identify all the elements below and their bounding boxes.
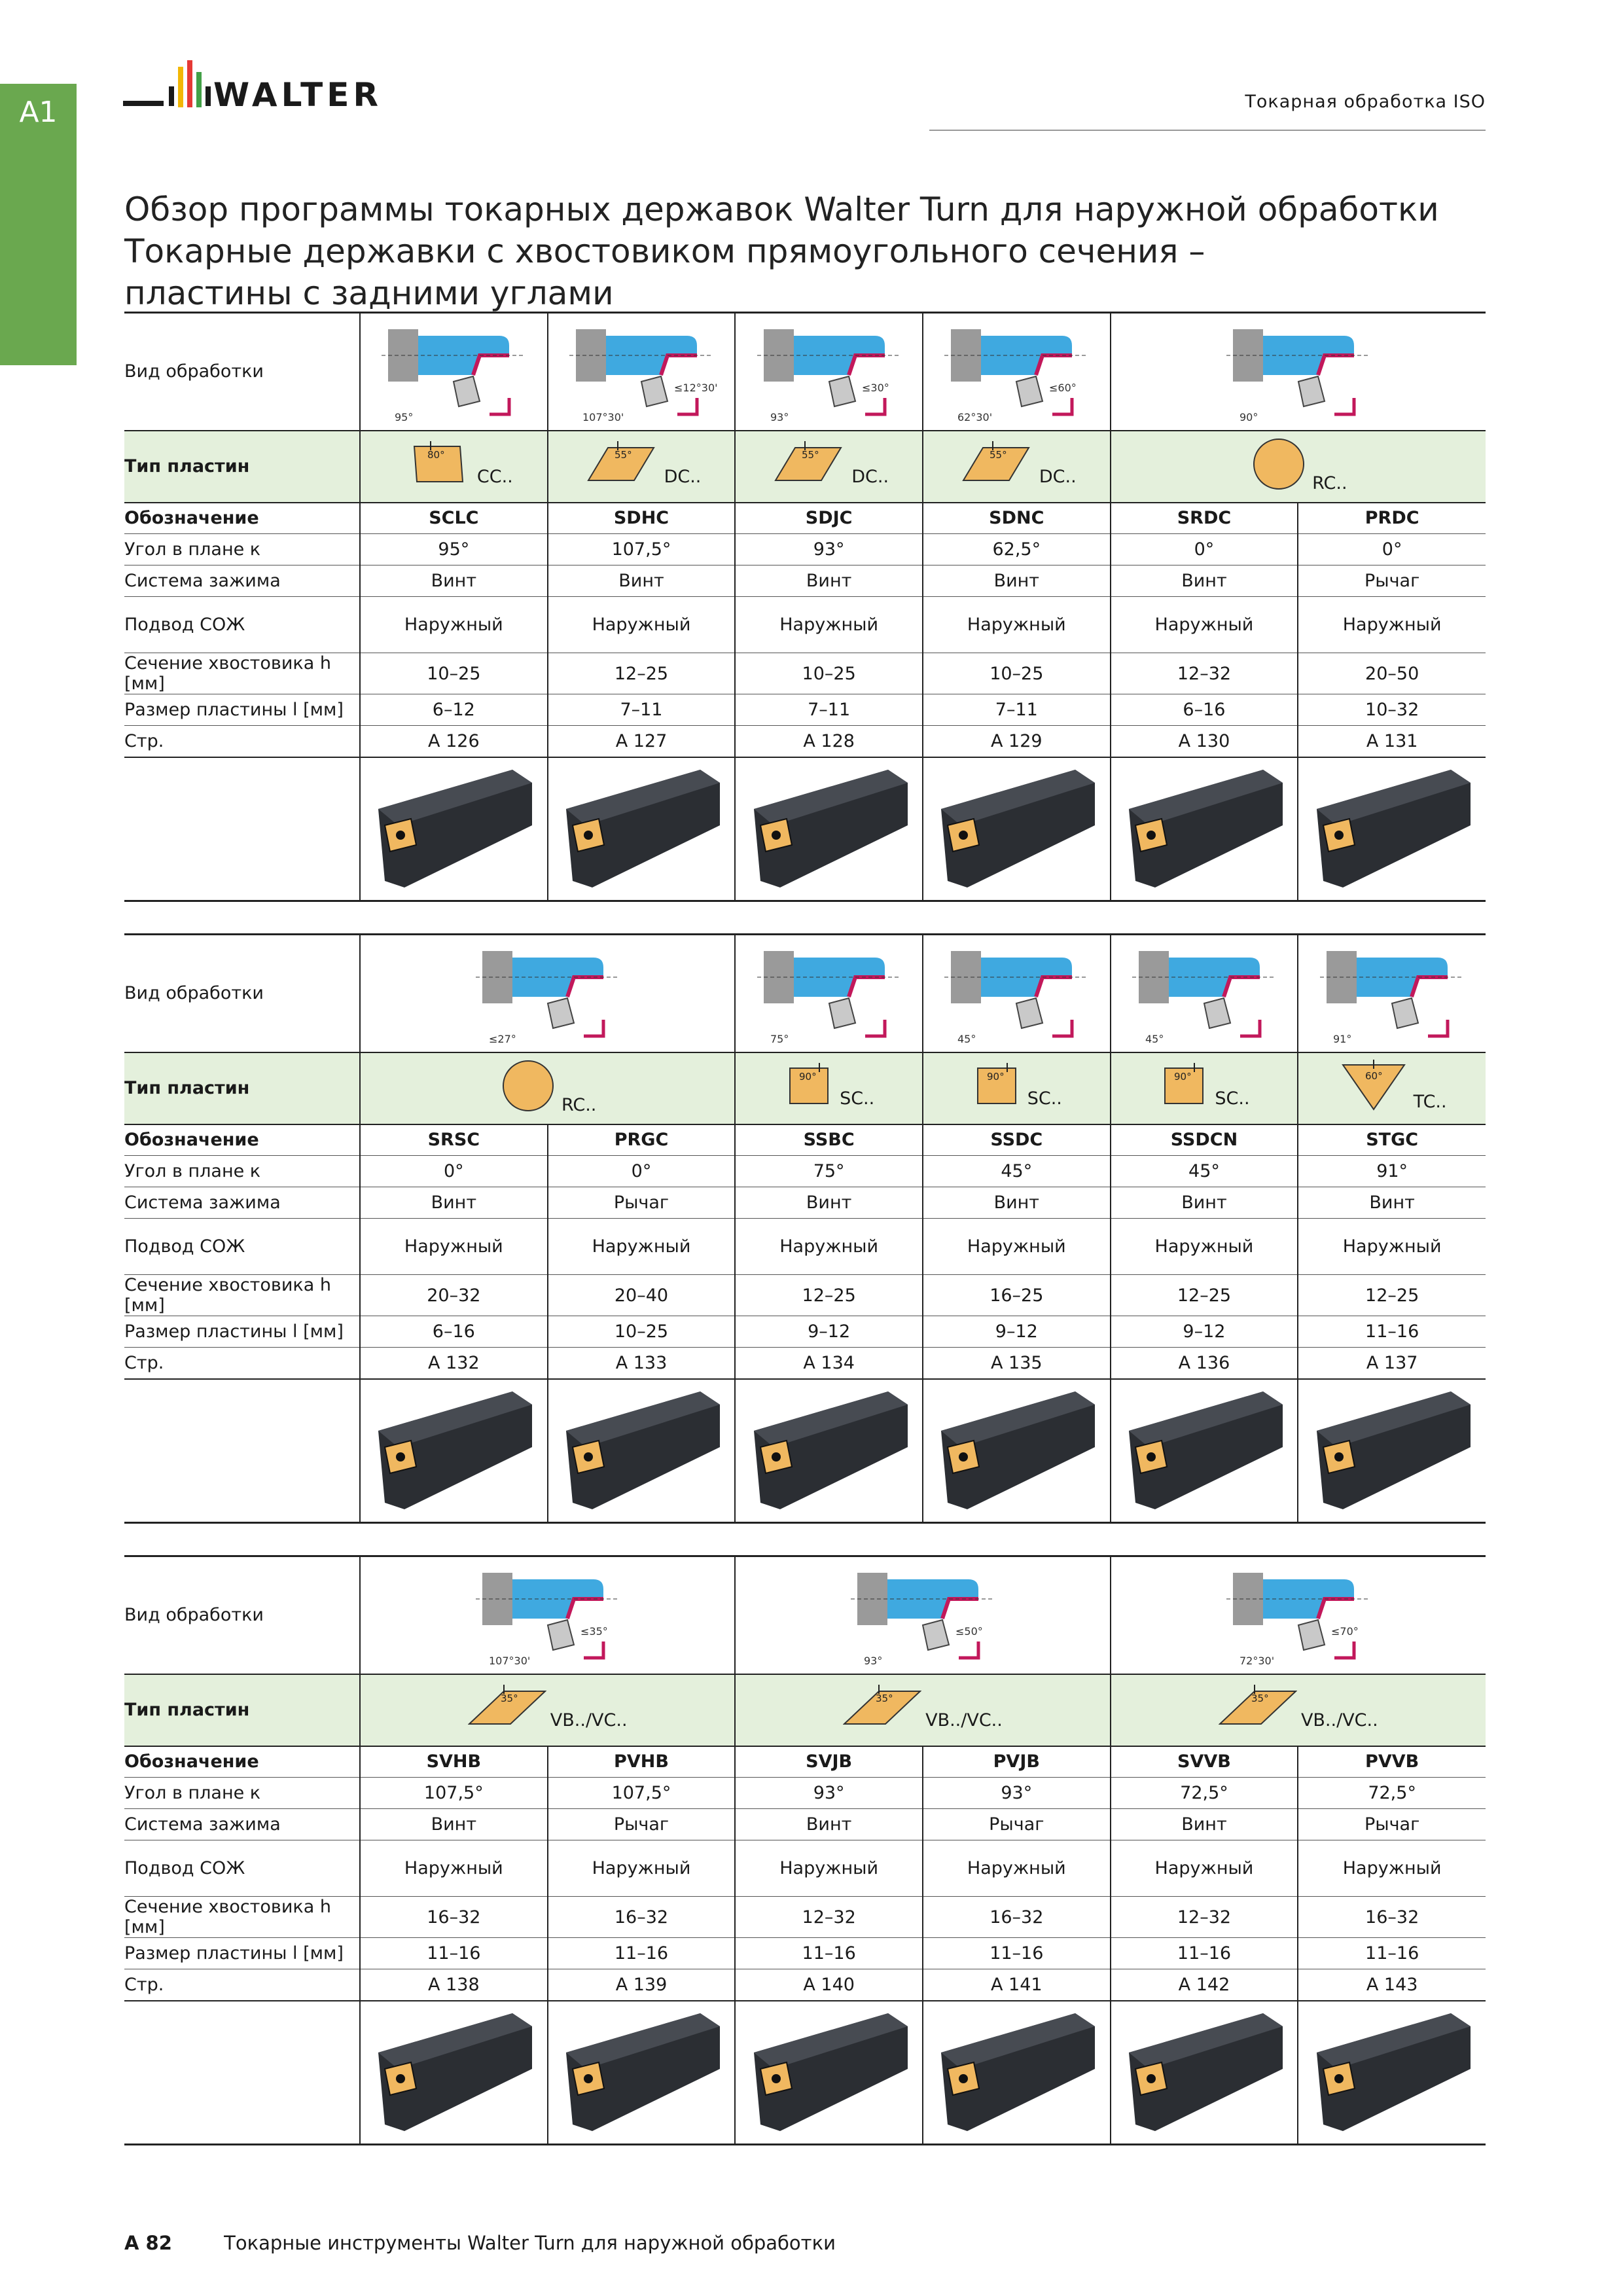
insert-shape-icon: [468, 1685, 628, 1731]
insert-size-cell: 7–11: [548, 694, 736, 726]
approach-angle-cell: 93°: [735, 1778, 923, 1809]
insert-shape-icon: [843, 1685, 1003, 1731]
approach-angle-cell: 107,5°: [360, 1778, 548, 1809]
insert-shape-icon: [1158, 1063, 1249, 1109]
insert-size-cell: 11–16: [548, 1938, 736, 1969]
designation-cell: PRGC: [548, 1124, 736, 1156]
page-ref-cell: A 138: [360, 1969, 548, 2001]
footer-page-number: A 82: [124, 2232, 172, 2254]
insert-type-cell: [548, 431, 736, 503]
insert-type-cell: [735, 431, 923, 503]
page-ref-cell: A 135: [923, 1348, 1111, 1379]
view-angle-label: ≤60°: [1049, 381, 1077, 394]
page-ref-cell: A 136: [1111, 1348, 1298, 1379]
page-ref-cell: A 141: [923, 1969, 1111, 2001]
clamp-system-cell: Винт: [923, 1187, 1111, 1219]
insert-angle-label: 55°: [802, 449, 819, 461]
insert-angle-label: 90°: [986, 1071, 1005, 1083]
view-angle-label: 72°30': [1239, 1654, 1274, 1667]
row-label-clamp: Система зажима: [124, 1193, 281, 1213]
row-label-clamp: Система зажима: [124, 571, 281, 591]
page-ref-cell: A 128: [735, 726, 923, 757]
row-label-insert-type: Тип пластин: [124, 1700, 250, 1720]
approach-angle-cell: 45°: [1111, 1156, 1298, 1187]
approach-angle-cell: 0°: [548, 1156, 736, 1187]
insert-shape-icon: [1219, 1685, 1378, 1731]
insert-shape-icon: [783, 1063, 874, 1109]
insert-code: VB../VC..: [1300, 1710, 1378, 1731]
tool-holder-photo: [1298, 757, 1486, 901]
designation-cell: PVVB: [1298, 1746, 1486, 1778]
clamp-system-cell: Рычаг: [548, 1187, 736, 1219]
machining-view-diagram: [548, 313, 736, 431]
approach-angle-cell: 72,5°: [1298, 1778, 1486, 1809]
insert-type-cell: [923, 431, 1111, 503]
row-label-view: Вид обработки: [124, 983, 264, 1004]
tool-holder-photo: [1111, 757, 1298, 901]
view-angle-label: 93°: [863, 1654, 883, 1667]
tool-holder-photo: [1298, 1379, 1486, 1523]
walter-logo: [123, 60, 398, 132]
designation-cell: SSBC: [735, 1124, 923, 1156]
tool-holder-photo: [360, 1379, 548, 1523]
coolant-cell: Наружный: [923, 1219, 1111, 1275]
machining-view-diagram: [735, 935, 923, 1052]
clamp-system-cell: Винт: [1111, 1187, 1298, 1219]
insert-code: SC..: [1027, 1088, 1062, 1109]
shank-section-cell: 12–32: [735, 1897, 923, 1938]
insert-shape-icon: [1249, 435, 1347, 493]
insert-code: TC..: [1413, 1092, 1447, 1112]
insert-shape-icon: [971, 1063, 1062, 1109]
row-label-section: Сечение хвостовика h [мм]: [124, 1275, 331, 1316]
insert-code: DC..: [664, 467, 702, 487]
designation-cell: SSDC: [923, 1124, 1111, 1156]
machining-view-diagram: [360, 313, 548, 431]
designation-cell: SVHB: [360, 1746, 548, 1778]
insert-size-cell: 11–16: [360, 1938, 548, 1969]
row-label-designation: Обозначение: [124, 1130, 259, 1151]
coolant-cell: Наружный: [360, 597, 548, 653]
designation-cell: PVHB: [548, 1746, 736, 1778]
coolant-cell: Наружный: [1298, 1219, 1486, 1275]
view-angle-label: ≤35°: [580, 1624, 608, 1638]
insert-code: SC..: [1215, 1088, 1250, 1109]
row-label-image-empty: [124, 1379, 360, 1523]
machining-view-diagram: [1111, 313, 1486, 431]
row-label-coolant: Подвод СОЖ: [124, 1858, 245, 1878]
tool-holder-photo: [360, 757, 548, 901]
coolant-cell: Наружный: [735, 1840, 923, 1897]
shank-section-cell: 10–25: [360, 653, 548, 694]
machining-view-diagram: [735, 313, 923, 431]
row-label-insert-type: Тип пластин: [124, 1078, 250, 1098]
insert-code: VB../VC..: [550, 1710, 628, 1731]
coolant-cell: Наружный: [1111, 1219, 1298, 1275]
page-ref-cell: A 142: [1111, 1969, 1298, 2001]
insert-type-cell: [1111, 1052, 1298, 1124]
insert-angle-label: 35°: [1251, 1693, 1269, 1704]
view-angle-label: 107°30': [488, 1654, 530, 1667]
shank-section-cell: 10–25: [735, 653, 923, 694]
insert-shape-icon: [769, 441, 889, 487]
page-ref-cell: A 143: [1298, 1969, 1486, 2001]
clamp-system-cell: Винт: [1298, 1187, 1486, 1219]
shank-section-cell: 16–25: [923, 1275, 1111, 1316]
view-angle-label: 45°: [957, 1032, 976, 1045]
approach-angle-cell: 93°: [735, 534, 923, 565]
insert-size-cell: 9–12: [735, 1316, 923, 1348]
machining-view-diagram: [923, 313, 1111, 431]
approach-angle-cell: 62,5°: [923, 534, 1111, 565]
row-label-coolant: Подвод СОЖ: [124, 615, 245, 635]
insert-shape-icon: [499, 1056, 596, 1115]
row-label-image-empty: [124, 2001, 360, 2145]
shank-section-cell: 12–25: [548, 653, 736, 694]
insert-size-cell: 6–16: [1111, 694, 1298, 726]
tool-overview-block-1: [124, 312, 1486, 902]
tool-holder-photo: [548, 2001, 736, 2145]
tool-table: [124, 933, 1486, 1524]
view-angle-label: 75°: [770, 1032, 789, 1045]
page-ref-cell: A 130: [1111, 726, 1298, 757]
insert-size-cell: 7–11: [923, 694, 1111, 726]
designation-cell: PVJB: [923, 1746, 1111, 1778]
insert-type-cell: [1298, 1052, 1486, 1124]
coolant-cell: Наружный: [548, 1219, 736, 1275]
tool-table: [124, 1555, 1486, 2145]
page-ref-cell: A 139: [548, 1969, 736, 2001]
insert-angle-label: 60°: [1364, 1070, 1383, 1082]
tool-overview-block-3: [124, 1555, 1486, 2145]
page-ref-cell: A 127: [548, 726, 736, 757]
coolant-cell: Наружный: [1111, 597, 1298, 653]
designation-cell: SVVB: [1111, 1746, 1298, 1778]
coolant-cell: Наружный: [548, 1840, 736, 1897]
approach-angle-cell: 95°: [360, 534, 548, 565]
coolant-cell: Наружный: [548, 597, 736, 653]
approach-angle-cell: 0°: [360, 1156, 548, 1187]
insert-size-cell: 9–12: [923, 1316, 1111, 1348]
insert-type-cell: [360, 431, 548, 503]
machining-view-diagram: [735, 1556, 1110, 1674]
tool-table: [124, 312, 1486, 902]
page-ref-cell: A 140: [735, 1969, 923, 2001]
insert-angle-label: 35°: [500, 1693, 518, 1704]
page-title: [124, 188, 1439, 314]
insert-type-cell: [1111, 431, 1486, 503]
machining-view-diagram: [1111, 1556, 1486, 1674]
coolant-cell: Наружный: [360, 1840, 548, 1897]
insert-code: VB../VC..: [925, 1710, 1003, 1731]
clamp-system-cell: Винт: [360, 1187, 548, 1219]
machining-view-diagram: [1298, 935, 1486, 1052]
insert-size-cell: 6–16: [360, 1316, 548, 1348]
coolant-cell: Наружный: [1298, 597, 1486, 653]
insert-type-cell: [735, 1052, 923, 1124]
coolant-cell: Наружный: [735, 597, 923, 653]
shank-section-cell: 12–32: [1111, 653, 1298, 694]
tool-holder-photo: [548, 757, 736, 901]
insert-size-cell: 10–32: [1298, 694, 1486, 726]
clamp-system-cell: Винт: [923, 565, 1111, 597]
page-ref-cell: A 131: [1298, 726, 1486, 757]
designation-cell: SDJC: [735, 503, 923, 534]
view-angle-label: 62°30': [957, 410, 993, 423]
insert-code: SC..: [840, 1088, 875, 1109]
row-label-insert-size: Размер пластины l [мм]: [124, 1321, 344, 1342]
tool-holder-photo: [923, 757, 1111, 901]
tool-holder-photo: [548, 1379, 736, 1523]
clamp-system-cell: Винт: [1111, 1809, 1298, 1840]
clamp-system-cell: Винт: [735, 565, 923, 597]
insert-type-cell: [360, 1674, 735, 1746]
page-ref-cell: A 129: [923, 726, 1111, 757]
approach-angle-cell: 107,5°: [548, 534, 736, 565]
row-label-coolant: Подвод СОЖ: [124, 1236, 245, 1257]
insert-size-cell: 11–16: [1111, 1938, 1298, 1969]
view-angle-label: ≤27°: [488, 1032, 516, 1045]
clamp-system-cell: Рычаг: [1298, 1809, 1486, 1840]
insert-angle-label: 35°: [876, 1693, 893, 1704]
machining-view-diagram: [360, 935, 735, 1052]
tool-holder-photo: [735, 2001, 923, 2145]
insert-code: CC..: [476, 467, 513, 487]
tool-holder-photo: [735, 757, 923, 901]
chapter-title: Токарная обработка ISO: [1245, 92, 1486, 112]
designation-cell: SDNC: [923, 503, 1111, 534]
page-ref-cell: A 137: [1298, 1348, 1486, 1379]
view-angle-label: ≤70°: [1330, 1624, 1359, 1638]
row-label-designation: Обозначение: [124, 508, 259, 529]
page-ref-cell: A 132: [360, 1348, 548, 1379]
row-label-section: Сечение хвостовика h [мм]: [124, 1897, 331, 1937]
row-label-insert-type: Тип пластин: [124, 456, 250, 476]
approach-angle-cell: 0°: [1298, 534, 1486, 565]
insert-size-cell: 9–12: [1111, 1316, 1298, 1348]
svg-text:WALTER: WALTER: [213, 76, 382, 114]
insert-angle-label: 90°: [1174, 1071, 1192, 1083]
coolant-cell: Наружный: [1111, 1840, 1298, 1897]
shank-section-cell: 12–32: [1111, 1897, 1298, 1938]
machining-view-diagram: [923, 935, 1111, 1052]
tool-holder-photo: [923, 2001, 1111, 2145]
row-label-page: Стр.: [124, 1352, 164, 1373]
row-label-insert-size: Размер пластины l [мм]: [124, 1943, 344, 1964]
page-footer: [124, 2232, 836, 2254]
designation-cell: SVJB: [735, 1746, 923, 1778]
title-line: пластины с задними углами: [124, 274, 614, 312]
insert-type-cell: [1111, 1674, 1486, 1746]
insert-size-cell: 11–16: [1298, 1316, 1486, 1348]
title-line: Обзор программы токарных державок Walter Turn для наружной обработки: [124, 190, 1439, 228]
view-angle-label: 95°: [395, 410, 414, 423]
insert-code: RC..: [1312, 473, 1347, 493]
designation-cell: SRSC: [360, 1124, 548, 1156]
footer-text: Токарные инструменты Walter Turn для наружной обработки: [224, 2232, 836, 2254]
insert-shape-icon: [582, 441, 702, 487]
insert-shape-icon: [395, 441, 513, 487]
tool-holder-photo: [923, 1379, 1111, 1523]
tool-holder-photo: [1111, 2001, 1298, 2145]
row-label-angle: Угол в плане к: [124, 1161, 261, 1181]
tool-holder-photo: [360, 2001, 548, 2145]
tool-holder-photo: [735, 1379, 923, 1523]
insert-size-cell: 11–16: [1298, 1938, 1486, 1969]
shank-section-cell: 12–25: [1298, 1275, 1486, 1316]
view-angle-label: ≤50°: [955, 1624, 983, 1638]
page-ref-cell: A 133: [548, 1348, 736, 1379]
page-ref-cell: A 134: [735, 1348, 923, 1379]
row-label-image-empty: [124, 757, 360, 901]
view-angle-label: ≤12°30': [673, 381, 718, 394]
shank-section-cell: 16–32: [1298, 1897, 1486, 1938]
designation-cell: PRDC: [1298, 503, 1486, 534]
designation-cell: SSDCN: [1111, 1124, 1298, 1156]
designation-cell: SCLC: [360, 503, 548, 534]
insert-angle-label: 55°: [989, 449, 1007, 461]
shank-section-cell: 20–50: [1298, 653, 1486, 694]
shank-section-cell: 12–25: [1111, 1275, 1298, 1316]
coolant-cell: Наружный: [923, 597, 1111, 653]
insert-size-cell: 7–11: [735, 694, 923, 726]
designation-cell: SRDC: [1111, 503, 1298, 534]
insert-angle-label: 90°: [799, 1071, 817, 1083]
insert-type-cell: [735, 1674, 1110, 1746]
clamp-system-cell: Рычаг: [923, 1809, 1111, 1840]
approach-angle-cell: 91°: [1298, 1156, 1486, 1187]
section-tab: [0, 84, 77, 365]
shank-section-cell: 16–32: [548, 1897, 736, 1938]
row-label-page: Стр.: [124, 730, 164, 751]
clamp-system-cell: Винт: [360, 565, 548, 597]
insert-code: DC..: [1039, 467, 1077, 487]
approach-angle-cell: 45°: [923, 1156, 1111, 1187]
shank-section-cell: 12–25: [735, 1275, 923, 1316]
insert-angle-label: 80°: [427, 449, 445, 461]
tool-holder-photo: [1298, 2001, 1486, 2145]
insert-type-cell: [360, 1052, 735, 1124]
tool-overview-block-2: [124, 933, 1486, 1524]
coolant-cell: Наружный: [735, 1219, 923, 1275]
machining-view-diagram: [360, 1556, 735, 1674]
section-tab-label: A1: [19, 96, 58, 129]
insert-size-cell: 6–12: [360, 694, 548, 726]
approach-angle-cell: 72,5°: [1111, 1778, 1298, 1809]
row-label-view: Вид обработки: [124, 1605, 264, 1626]
clamp-system-cell: Рычаг: [1298, 565, 1486, 597]
shank-section-cell: 10–25: [923, 653, 1111, 694]
insert-angle-label: 55°: [614, 449, 632, 461]
designation-cell: SDHC: [548, 503, 736, 534]
row-label-clamp: Система зажима: [124, 1814, 281, 1835]
row-label-page: Стр.: [124, 1974, 164, 1995]
insert-code: RC..: [561, 1095, 597, 1115]
view-angle-label: 90°: [1239, 410, 1258, 423]
shank-section-cell: 16–32: [360, 1897, 548, 1938]
clamp-system-cell: Рычаг: [548, 1809, 736, 1840]
view-angle-label: 91°: [1333, 1032, 1352, 1045]
clamp-system-cell: Винт: [735, 1187, 923, 1219]
insert-size-cell: 11–16: [923, 1938, 1111, 1969]
approach-angle-cell: 0°: [1111, 534, 1298, 565]
approach-angle-cell: 93°: [923, 1778, 1111, 1809]
row-label-view: Вид обработки: [124, 361, 264, 382]
row-label-insert-size: Размер пластины l [мм]: [124, 700, 344, 720]
insert-shape-icon: [1338, 1060, 1447, 1112]
page-ref-cell: A 126: [360, 726, 548, 757]
shank-section-cell: 20–40: [548, 1275, 736, 1316]
shank-section-cell: 16–32: [923, 1897, 1111, 1938]
view-angle-label: 107°30': [582, 410, 624, 423]
coolant-cell: Наружный: [360, 1219, 548, 1275]
approach-angle-cell: 75°: [735, 1156, 923, 1187]
designation-cell: STGC: [1298, 1124, 1486, 1156]
view-angle-label: 45°: [1145, 1032, 1164, 1045]
tool-holder-photo: [1111, 1379, 1298, 1523]
machining-view-diagram: [1111, 935, 1298, 1052]
coolant-cell: Наружный: [923, 1840, 1111, 1897]
clamp-system-cell: Винт: [548, 565, 736, 597]
clamp-system-cell: Винт: [360, 1809, 548, 1840]
insert-code: DC..: [851, 467, 889, 487]
view-angle-label: ≤30°: [861, 381, 889, 394]
insert-size-cell: 11–16: [735, 1938, 923, 1969]
approach-angle-cell: 107,5°: [548, 1778, 736, 1809]
insert-shape-icon: [957, 441, 1077, 487]
coolant-cell: Наружный: [1298, 1840, 1486, 1897]
insert-size-cell: 10–25: [548, 1316, 736, 1348]
row-label-section: Сечение хвостовика h [мм]: [124, 653, 331, 694]
row-label-designation: Обозначение: [124, 1751, 259, 1772]
insert-type-cell: [923, 1052, 1111, 1124]
row-label-angle: Угол в плане к: [124, 539, 261, 560]
header-rule: [929, 130, 1486, 131]
view-angle-label: 93°: [770, 410, 789, 423]
shank-section-cell: 20–32: [360, 1275, 548, 1316]
clamp-system-cell: Винт: [1111, 565, 1298, 597]
clamp-system-cell: Винт: [735, 1809, 923, 1840]
title-line: Токарные державки с хвостовиком прямоугольного сечения –: [124, 232, 1205, 270]
row-label-angle: Угол в плане к: [124, 1783, 261, 1803]
